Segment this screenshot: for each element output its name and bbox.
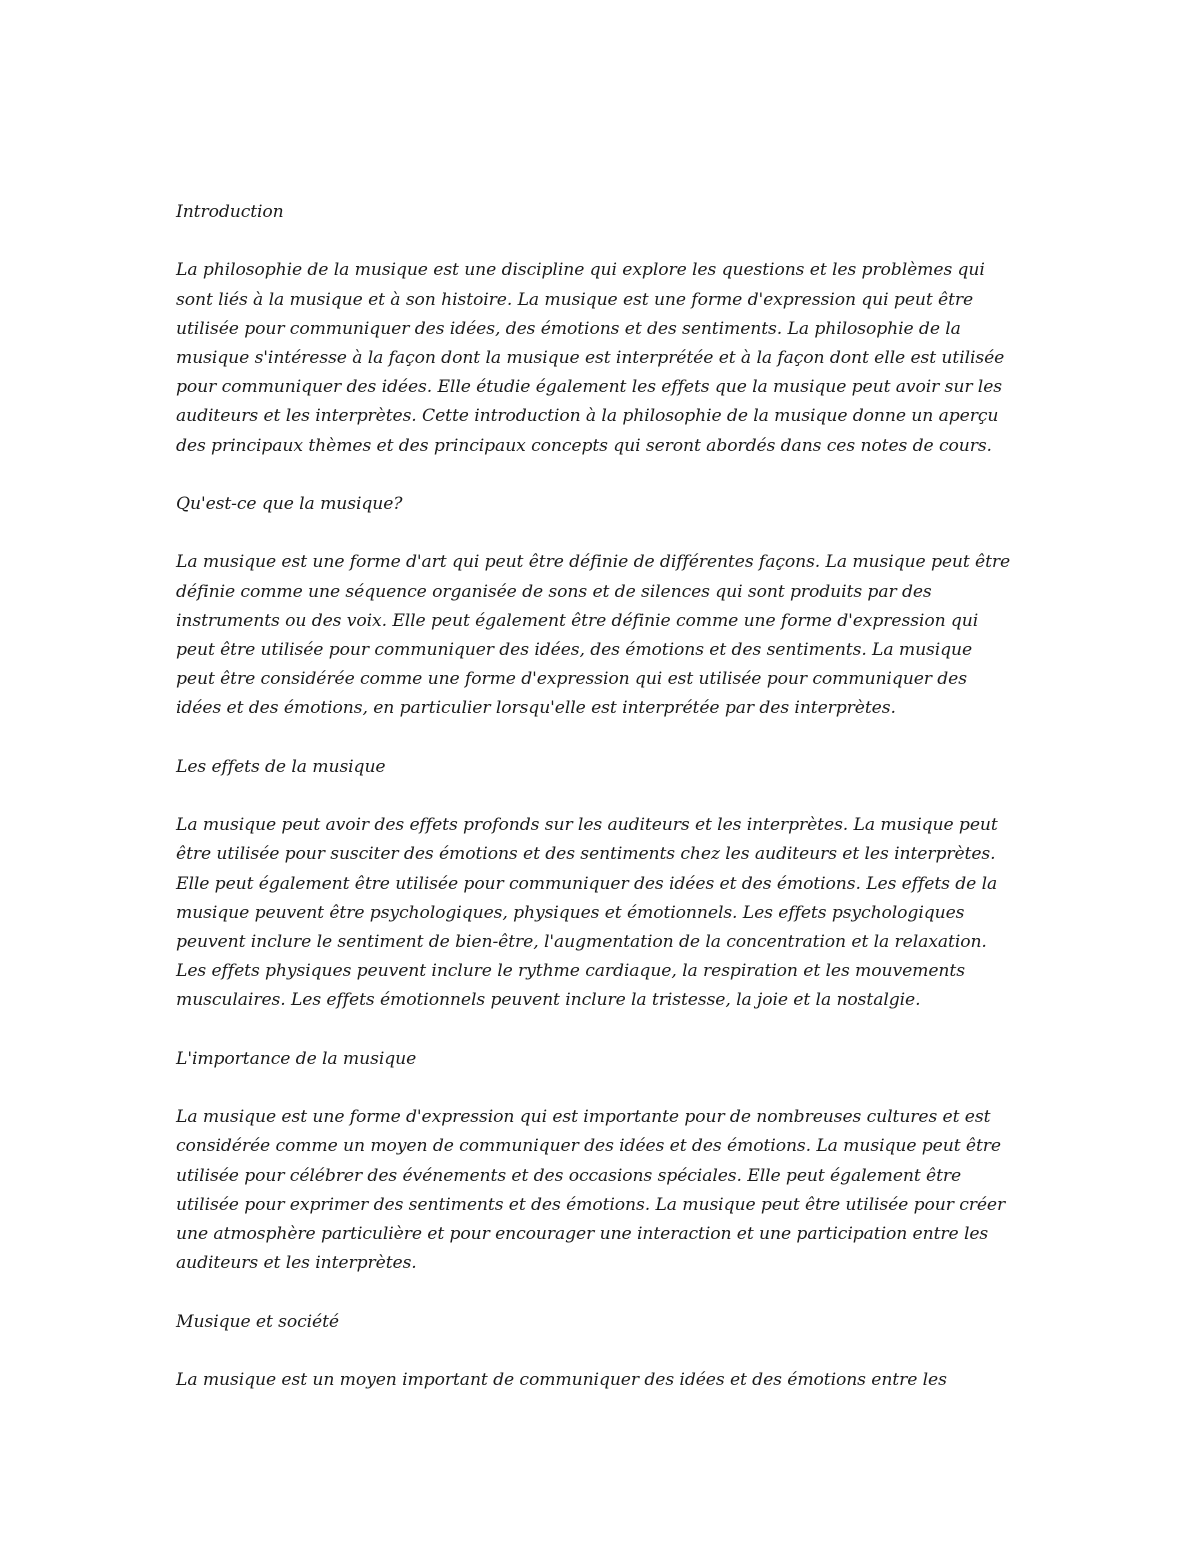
paragraph-line: utilisée pour célébrer des événements et des occasions spéciales. Elle peut également être	[176, 1165, 962, 1186]
paragraph-line: utilisée pour communiquer des idées, des émotions et des sentiments. La philosophie de la	[176, 318, 961, 339]
section-heading-les-effets-de-la-musique: Les effets de la musique	[176, 756, 386, 777]
paragraph-line: considérée comme un moyen de communiquer des idées et des émotions. La musique peut être	[176, 1136, 1001, 1157]
paragraph-line: musique s'intéresse à la façon dont la musique est interprétée et à la façon dont elle est utilisée	[176, 348, 1005, 368]
paragraph-line: Elle peut également être utilisée pour communiquer des idées et des émotions. Les effets de la	[176, 873, 998, 894]
paragraph-line: Les effets physiques peuvent inclure le rythme cardiaque, la respiration et les mouvements	[176, 961, 965, 982]
section-heading-quest-ce-que-la-musique: Qu'est-ce que la musique?	[176, 494, 403, 514]
section-paragraph-musique-et-societe	[176, 1366, 1028, 1395]
section-paragraph-quest-ce-que-la-musique	[176, 548, 1028, 723]
paragraph-line: La musique est une forme d'art qui peut être définie de différentes façons. La musique peut être	[176, 552, 1011, 573]
paragraph-line: idées et des émotions, en particulier lorsqu'elle est interprétée par des interprètes.	[176, 698, 896, 719]
paragraph-line: peuvent inclure le sentiment de bien-être, l'augmentation de la concentration et la relaxation.	[176, 932, 987, 952]
section-heading-limportance-de-la-musique: L'importance de la musique	[176, 1048, 417, 1069]
paragraph-line: peut être considérée comme une forme d'expression qui est utilisée pour communiquer des	[176, 669, 967, 690]
section-heading-introduction: Introduction	[176, 202, 284, 222]
paragraph-line: peut être utilisée pour communiquer des idées, des émotions et des sentiments. La musique	[176, 640, 973, 660]
paragraph-line: La musique est une forme d'expression qui est importante pour de nombreuses cultures et est	[176, 1107, 991, 1128]
paragraph-line: La musique est un moyen important de communiquer des idées et des émotions entre les	[176, 1369, 947, 1390]
paragraph-line: définie comme une séquence organisée de sons et de silences qui sont produits par des	[176, 581, 932, 602]
paragraph-line: musique peuvent être psychologiques, physiques et émotionnels. Les effets psychologiques	[176, 902, 965, 923]
section-paragraph-les-effets-de-la-musique	[176, 811, 1028, 1015]
paragraph-line: pour communiquer des idées. Elle étudie également les effets que la musique peut avoir sur les	[176, 377, 1002, 398]
section-paragraph-introduction	[176, 256, 1028, 460]
paragraph-line: auditeurs et les interprètes.	[176, 1253, 417, 1274]
paragraph-line: sont liés à la musique et à son histoire. La musique est une forme d'expression qui peut être	[176, 289, 974, 310]
text-column	[176, 198, 1028, 1424]
paragraph-line: être utilisée pour susciter des émotions et des sentiments chez les auditeurs et les interprètes.	[176, 844, 996, 865]
paragraph-line: La musique peut avoir des effets profonds sur les auditeurs et les interprètes. La musique peut	[176, 815, 998, 836]
paragraph-line: auditeurs et les interprètes. Cette introduction à la philosophie de la musique donne un aperçu	[176, 406, 999, 427]
paragraph-line: La philosophie de la musique est une discipline qui explore les questions et les problèmes qui	[176, 260, 985, 281]
section-paragraph-limportance-de-la-musique	[176, 1103, 1028, 1278]
paragraph-line: musculaires. Les effets émotionnels peuvent inclure la tristesse, la joie et la nostalgie.	[176, 990, 921, 1011]
paragraph-line: instruments ou des voix. Elle peut également être définie comme une forme d'expression qui	[176, 610, 979, 631]
paragraph-line: utilisée pour exprimer des sentiments et des émotions. La musique peut être utilisée pour créer	[176, 1194, 1006, 1215]
section-heading-musique-et-societe: Musique et société	[176, 1311, 339, 1332]
paragraph-line: une atmosphère particulière et pour encourager une interaction et une participation entre les	[176, 1224, 989, 1244]
paragraph-line: des principaux thèmes et des principaux concepts qui seront abordés dans ces notes de cours.	[176, 435, 992, 456]
